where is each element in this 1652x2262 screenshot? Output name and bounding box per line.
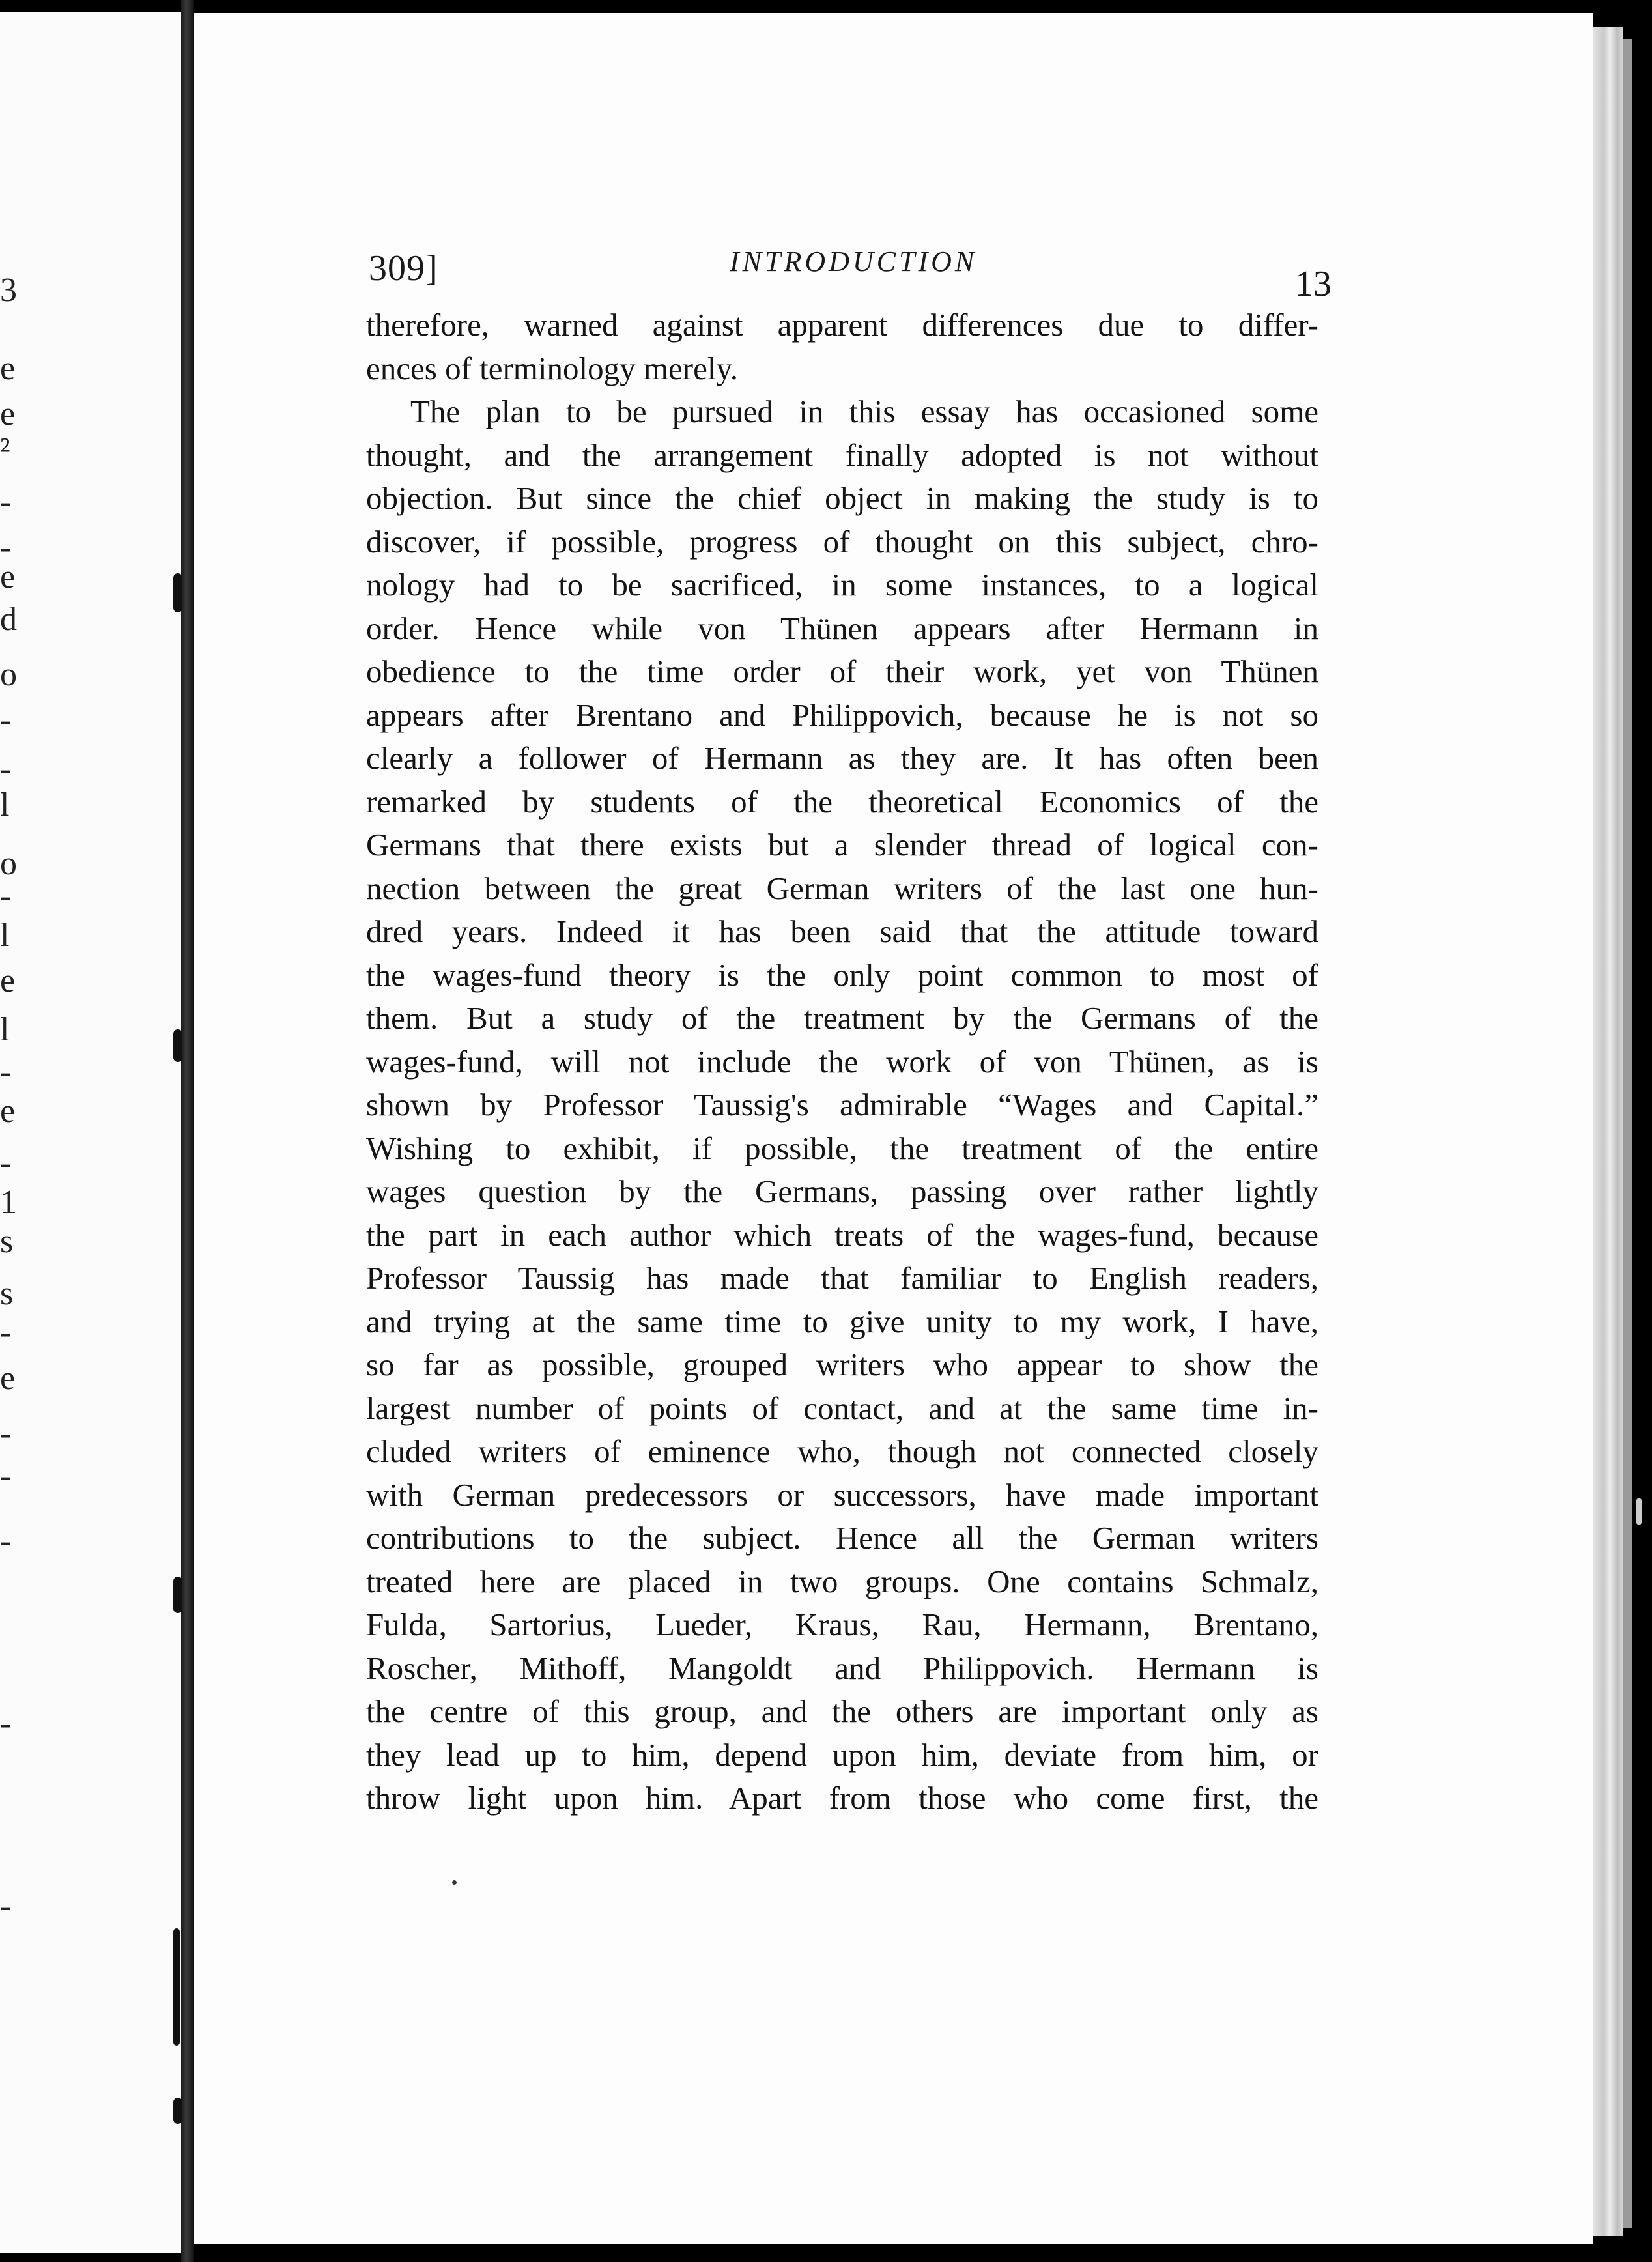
gutter-mark xyxy=(173,1577,182,1613)
text-line: thought, and the arrangement finally adopted is not without xyxy=(366,437,1318,473)
text-line: therefore, warned against apparent differences due to differ- xyxy=(366,307,1318,343)
text-line: Roscher, Mithoff, Mangoldt and Philippovich. Hermann is xyxy=(366,1650,1318,1686)
text-line: the centre of this group, and the others are important only as xyxy=(366,1693,1318,1729)
text-line: nection between the great German writers of the last one hun- xyxy=(366,870,1318,906)
page-number: 13 xyxy=(1295,264,1332,304)
page-stack-edge xyxy=(1593,27,1623,2236)
text-line: so far as possible, grouped writers who appear to show the xyxy=(366,1347,1318,1382)
running-head: INTRODUCTION xyxy=(730,246,978,278)
text-line: remarked by students of the theoretical Economics of the xyxy=(366,783,1318,820)
text-line: cluded writers of eminence who, though not connected closely xyxy=(366,1433,1318,1469)
text-line: contributions to the subject. Hence all the German writers xyxy=(366,1520,1318,1556)
text-line: appears after Brentano and Philippovich, because he is not so xyxy=(366,696,1318,733)
book-gutter xyxy=(181,0,194,2262)
page-stack-shadow xyxy=(1623,39,1632,2228)
edge-tab xyxy=(1636,1498,1642,1525)
text-line: nology had to be sacrificed, in some instances, to a logical xyxy=(366,567,1318,603)
text-line: Wishing to exhibit, if possible, the treatment of the entire xyxy=(366,1130,1318,1166)
text-line: wages question by the Germans, passing over rather lightly xyxy=(366,1173,1318,1209)
text-line: ences of terminology merely. xyxy=(366,350,739,386)
gutter-mark xyxy=(173,573,182,612)
gutter-mark xyxy=(173,2098,182,2124)
text-line: Professor Taussig has made that familiar to English readers, xyxy=(366,1260,1318,1296)
text-line: Fulda, Sartorius, Lueder, Kraus, Rau, Hermann, Brentano, xyxy=(366,1607,1318,1642)
text-line: clearly a follower of Hermann as they are. It has often been xyxy=(366,740,1318,776)
text-line: the part in each author which treats of the wages-fund, because xyxy=(366,1216,1318,1253)
text-line: obedience to the time order of their work, yet von Thünen xyxy=(366,653,1318,689)
print-speck xyxy=(452,1880,457,1885)
previous-page-edge: 3 e e ² - - e d o - - l o - l e l - e - 1 s s - e - - - - - xyxy=(0,12,181,2253)
text-line: with German predecessors or successors, have made important xyxy=(366,1476,1318,1513)
text-line: and trying at the same time to give unity to my work, I have, xyxy=(366,1303,1318,1339)
text-line: shown by Professor Taussig's admirable “Wages and Capital.” xyxy=(366,1087,1318,1123)
text-line: the wages-fund theory is the only point common to most of xyxy=(366,956,1318,993)
body-text xyxy=(366,304,1318,1820)
text-line: largest number of points of contact, and at the same time in- xyxy=(366,1390,1318,1426)
page-range-marker: 309] xyxy=(369,248,438,289)
text-line: dred years. Indeed it has been said that the attitude toward xyxy=(366,913,1318,949)
text-line: wages-fund, will not include the work of von Thünen, as is xyxy=(366,1043,1318,1080)
text-line: objection. But since the chief object in making the study is to xyxy=(366,480,1318,516)
text-line: them. But a study of the treatment by the Germans of the xyxy=(366,1000,1318,1036)
text-line: Germans that there exists but a slender thread of logical con- xyxy=(366,827,1318,863)
text-line: The plan to be pursued in this essay has occasioned some xyxy=(410,394,1318,429)
gutter-mark xyxy=(173,1928,180,2046)
text-line: discover, if possible, progress of thought on this subject, chro- xyxy=(366,523,1318,560)
text-line: order. Hence while von Thünen appears after Hermann in xyxy=(366,610,1318,646)
text-line: throw light upon him. Apart from those who come first, the xyxy=(366,1780,1318,1816)
gutter-mark xyxy=(173,1029,182,1062)
text-line: they lead up to him, depend upon him, deviate from him, or xyxy=(366,1736,1318,1773)
text-line: treated here are placed in two groups. One contains Schmalz, xyxy=(366,1563,1318,1599)
